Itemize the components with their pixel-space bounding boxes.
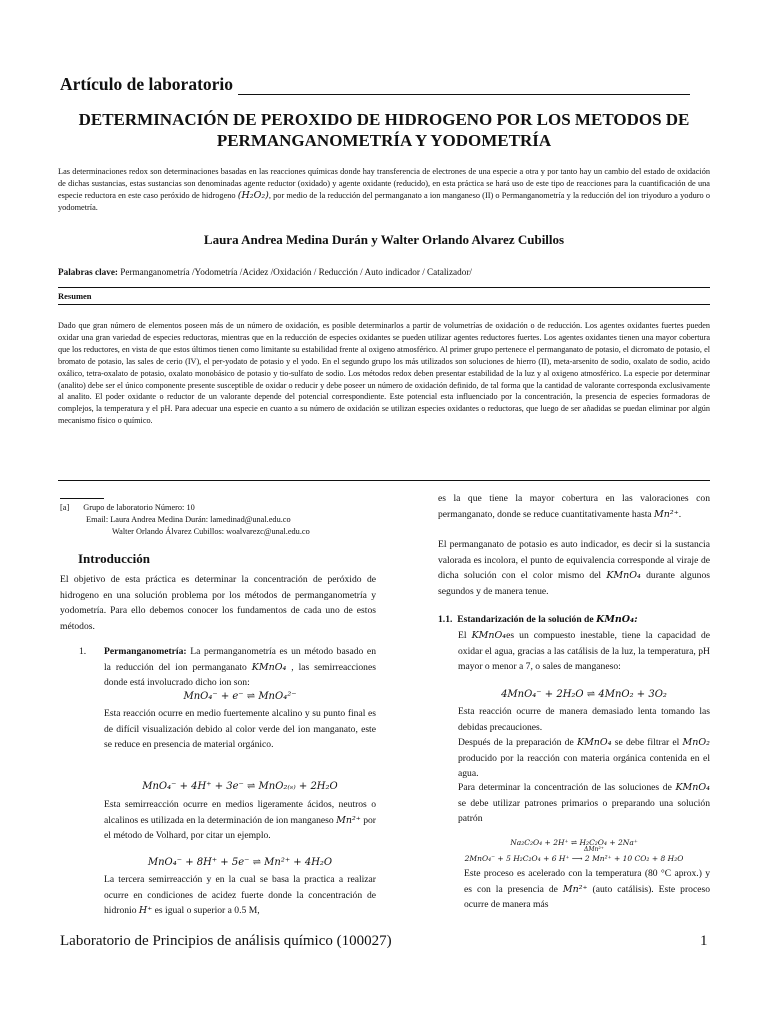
- subsection-heading: 1.1. Estandarización de la solución de KMnO₄:: [438, 614, 638, 625]
- equation-6: 2MnO₄⁻ + 5 H₂C₂O₄ + 6 H⁺ ⟶ 2 Mn²⁺ + 10 CO₂ + 8 H₂O: [464, 854, 684, 863]
- paragraph-lenta: Esta reacción ocurre de manera demasiado lenta tomando las debidas precauciones.: [458, 706, 710, 733]
- formula-kmno4: KMnO₄: [471, 630, 507, 641]
- formula-kmno4: KMnO₄: [576, 737, 612, 748]
- formula-kmno4: KMnO₄: [606, 570, 641, 581]
- paragraph-tercera: La tercera semirreacción y en la cual se basa la practica a realizar ocurre en condiciones de acidez fuerte donde la concentración de hidronio H⁺ es igual o superior a 0.5 M,: [104, 874, 376, 916]
- intro-objective: El objetivo de esta práctica es determinar la concentración de peróxido de hidrogeno en una solución problema por los métodos de permanganometría y yodometría. Para ello debemos conocer los fundamentos de cada uno de estos métodos.: [60, 574, 376, 632]
- equation-3: MnO₄⁻ + 8H⁺ + 5e⁻ ⇌ Mn²⁺ + 4H₂O: [147, 857, 333, 868]
- paragraph-temperatura: Este proceso es acelerado con la temperatura (80 °C aprox.) y es con la presencia de Mn²⁺ (auto catálisis). Este proceso ocurre de manera más: [464, 868, 710, 910]
- resumen-heading: Resumen: [58, 291, 92, 301]
- item-label: Permanganometría:: [104, 646, 187, 657]
- paper-title: DETERMINACIÓN DE PEROXIDO DE HIDROGENO POR LOS METODOS DE PERMANGANOMETRÍA Y YODOMETRÍA: [78, 110, 690, 150]
- paragraph-acidos: Esta semirreacción ocurre en medios ligeramente ácidos, neutros o alcalinos es utilizada en la determinación de ion manganeso Mn²⁺ por el método de Volhard, por citar un ejemplo.: [104, 799, 376, 841]
- paragraph-autoindicador: El permanganato de potasio es auto indicador, es decir si la sustancia valorada es incolora, el punto de equivalencia corresponde al viraje de dicha solución con el color mismo del KMnO₄ durante algunos segundos y de manera tenue.: [438, 539, 710, 597]
- formula-kmno4: KMnO₄: [675, 782, 710, 793]
- paragraph-cobertura: es la que tiene la mayor cobertura en las valoraciones con permanganato, donde se reduce cuantitativamente hasta Mn²⁺.: [438, 493, 710, 520]
- equation-5: Na₂C₂O₄ + 2H⁺ ⇌ H₂C₂O₄ + 2Na⁺: [510, 838, 638, 847]
- divider: [58, 287, 710, 288]
- formula-kmno4: KMnO₄:: [596, 614, 638, 625]
- footnote: [60, 502, 310, 538]
- formula-h2o2: (H₂O₂): [237, 190, 269, 201]
- paragraph-inestable: El KMnO₄es un compuesto inestable, tiene la capacidad de oxidar el agua, gracias a las catálisis de la luz, la temperatura, pH mayor o menor a 7, o sales de manganeso:: [458, 630, 711, 672]
- page-number: 1: [700, 933, 708, 949]
- abstract-text: Dado que gran número de elementos poseen más de un número de oxidación, es posible determinarlos a partir de volumetrías de oxidación o de reducción. Los agentes oxidantes fuertes pueden oxidar una gran variedad de especies reductoras, mientras que en la reducción de especies oxidantes se pueden utilizar agentes reductores fuertes. Los agentes oxidantes tienen una mayor cobertura que los reductores, en vista de que estos últimos tienen como limitante su estabilidad frente al oxigeno atmosférico. Al primer grupo pertenece el permanganato de potasio, el dicromato de potasio, el bromato de potasio, las sales de cerio (IV), el per-yodato de potasio y el yodo. En el segundo grupo los más utilizados son soluciones de hierro (II), meta-arsenito de sodio, oxalato de sodio, acido oxálico, tetra-oxalato de potasio, oxalato monobásico de potasio y tio-sulfato de sodio. Los métodos redox deben presentar estabilidad de la luz y al oxigeno atmosférico. La especie por determinar (analito) debe ser el único componente presente susceptible de oxidar o reducir y debe poseer un número de oxidación definido, de tal forma que la cantidad de valorante corresponda exclusivamente al analito. El poder oxidante o reductor de un valorante depende del potencial correspondiente. Este potencial esta influenciado por la concentración, la presencia de especies formadoras de complejos, la temperatura y el pH. Para adecuar una especie en cuanto a su número de oxidación se utilizan especies oxidantes o reductoras, que luego de ser añadidas se puedan eliminar por algún mecanismo físico o químico.: [58, 321, 710, 426]
- list-number: 1.: [79, 646, 87, 657]
- footnote-rule: [60, 498, 104, 499]
- formula-mn2: Mn²⁺: [562, 883, 588, 895]
- footer-course: Laboratorio de Principios de análisis químico (100027): [60, 933, 392, 949]
- paragraph-patrones: Para determinar la concentración de las soluciones de KMnO₄ se debe utilizar patrones primarios o preparando una solución patrón: [458, 782, 710, 824]
- permanganometria-item: Permanganometría: La permanganometría es un método basado en la reducción del ion permanganato KMnO₄ , las semirreacciones donde está involucrado dicho ion son:: [104, 646, 376, 688]
- formula-mno2: MnO₂: [682, 737, 710, 748]
- keywords-text: Permanganometría /Yodometría /Acidez /Oxidación / Reducción / Auto indicador / Catalizador/: [120, 267, 472, 277]
- footnote-marker: [a]: [60, 503, 70, 512]
- divider: [58, 304, 710, 305]
- paragraph-alcalino: Esta reacción ocurre en medio fuertemente alcalino y su punto final es de difícil visualización debido al color verde del ion manganato, este se reduce en presencia de material orgánico.: [104, 708, 376, 750]
- footnote-group: Grupo de laboratorio Número: 10: [83, 503, 195, 512]
- equation-1: MnO₄⁻ + e⁻ ⇌ MnO₄²⁻: [183, 691, 297, 702]
- formula-kmno4: KMnO₄: [251, 661, 287, 673]
- equation-6-catalyst: ΔMn²⁺: [584, 846, 604, 853]
- authors: Laura Andrea Medina Durán y Walter Orlando Alvarez Cubillos: [203, 232, 565, 247]
- formula-h-plus: H⁺: [138, 905, 153, 916]
- article-kicker: Artículo de laboratorio: [60, 74, 234, 94]
- divider: [58, 480, 710, 481]
- paragraph-filtrar: Después de la preparación de KMnO₄ se debe filtrar el MnO₂ producido por la reacción con materia orgánica contenida en el agua.: [458, 737, 710, 779]
- equation-2: MnO₄⁻ + 4H⁺ + 3e⁻ ⇌ MnO₂₍ₛ₎ + 2H₂O: [142, 781, 338, 792]
- formula-mn2: Mn²⁺: [336, 814, 361, 826]
- kicker-underline: [238, 94, 690, 95]
- equation-4: 4MnO₄⁻ + 2H₂O ⇌ 4MnO₂ + 3O₂: [501, 689, 667, 700]
- formula-mn2: Mn²⁺: [654, 508, 679, 520]
- section-heading-introduccion: Introducción: [78, 551, 150, 566]
- footnote-email1: Email: Laura Andrea Medina Durán: lamedinad@unal.edu.co: [86, 515, 291, 524]
- footnote-email2: Walter Orlando Álvarez Cubillos: woalvarezc@unal.edu.co: [112, 527, 310, 536]
- intro-paragraph: Las determinaciones redox son determinaciones basadas en las reacciones químicas donde hay transferencia de electrones de una especie a otra y por tanto hay un cambio del estado de oxidación de dichas sustancias, estas sustancias son denominadas agente reductor (oxidado) y agente oxidante (reducido), en esta práctica se hará uso de este tipo de reacciones para la cuantificación de una especie reductora en este caso peróxido de hidrogeno (H₂O₂), por medio de la reducción del permanganato a ion manganeso (II) o Permanganometría y la reducción del ion triyoduro a yoduro o yodometría.: [58, 167, 711, 212]
- keywords: [58, 267, 710, 277]
- keywords-label: Palabras clave:: [58, 267, 118, 277]
